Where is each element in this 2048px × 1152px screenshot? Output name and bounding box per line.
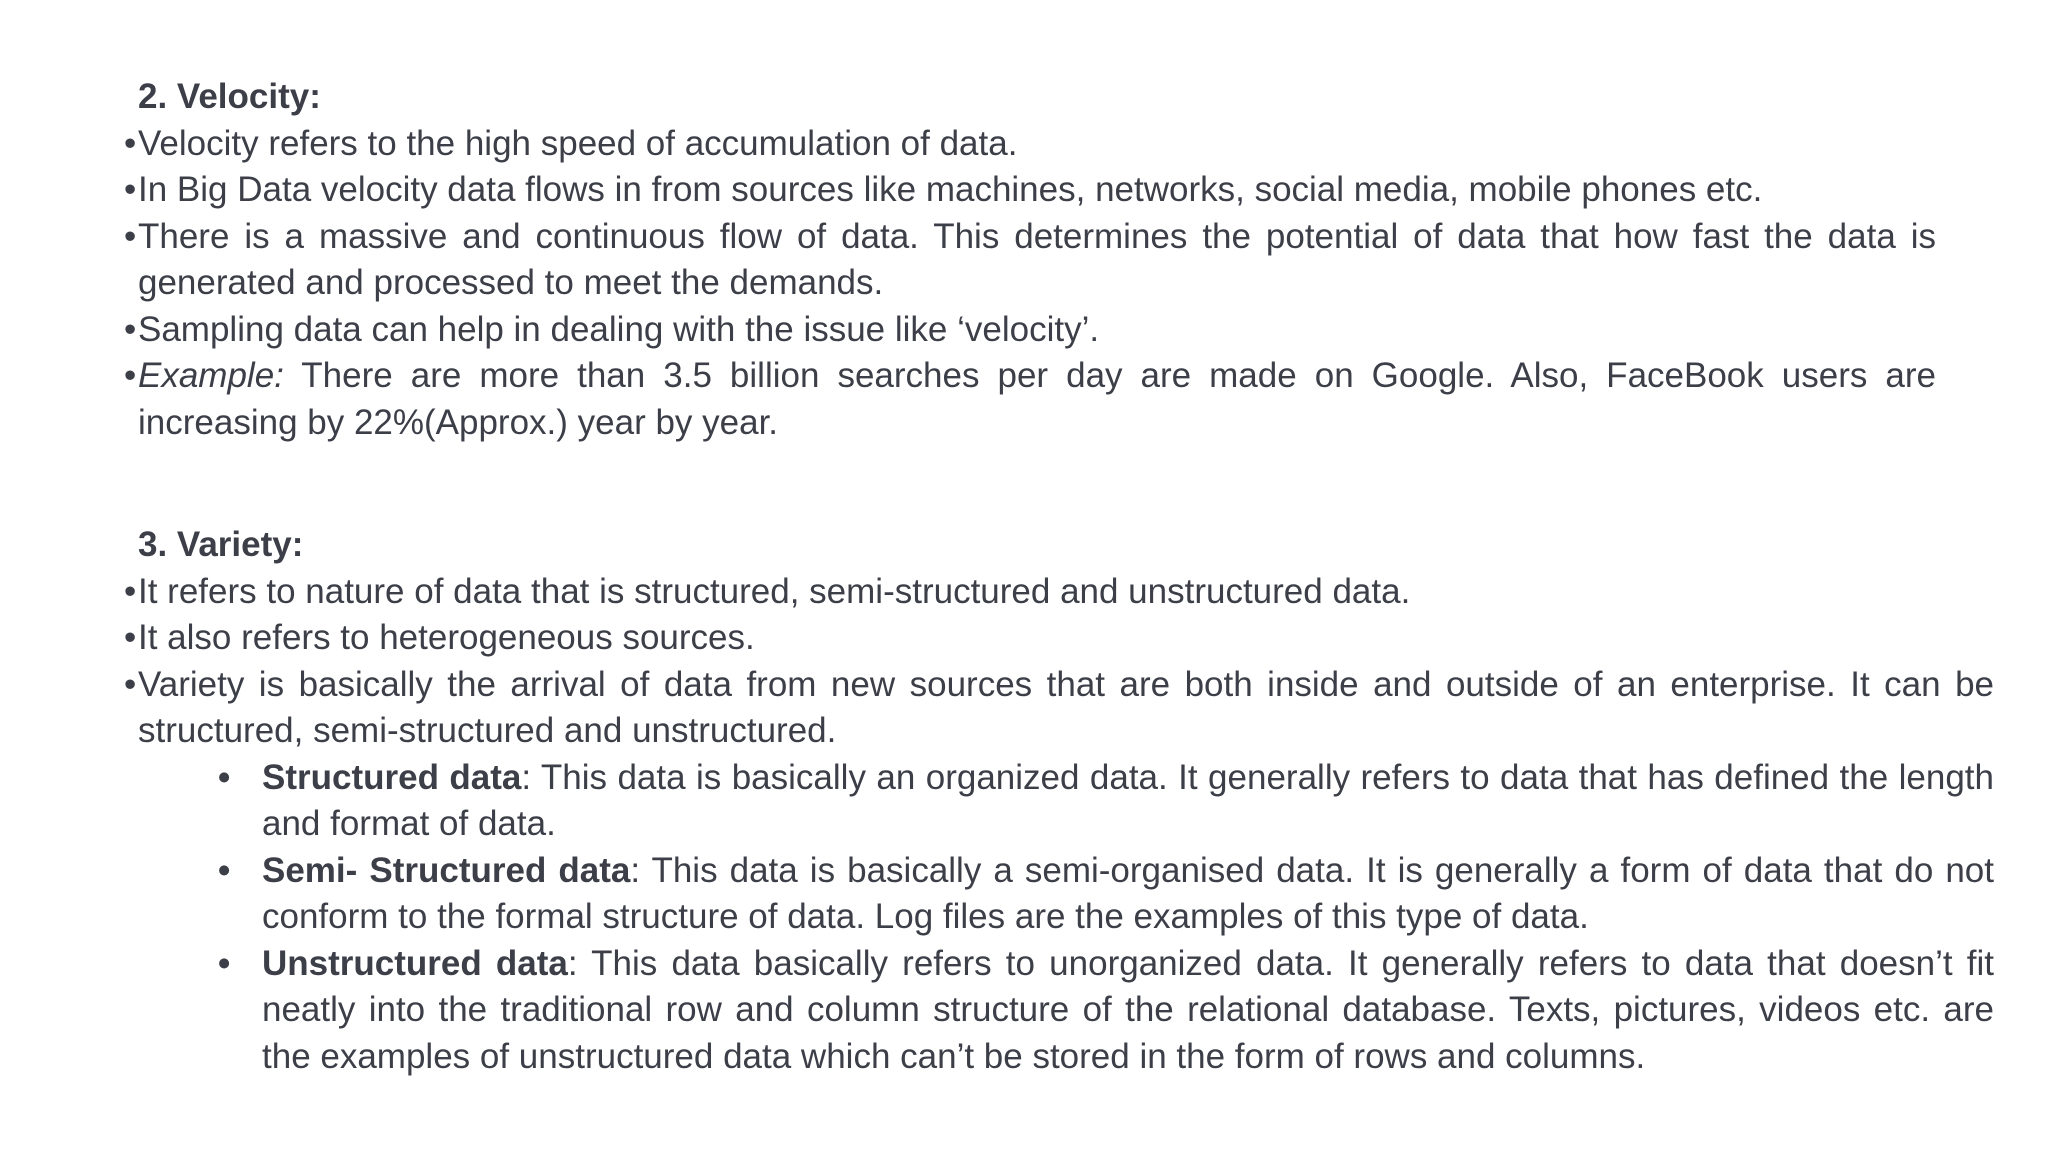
sub-bullet-icon: • bbox=[218, 850, 231, 890]
velocity-item-text: There are more than 3.5 billion searches per day are made on Google. Also, FaceBook users are increasing by 22%(Approx.) year by year. bbox=[138, 356, 1936, 442]
data-type-description: : This data basically refers to unorganized data. It generally refers to data that doesn’t fit neatly into the traditional row and column structure of the relational database. Texts, pictures, videos etc. are the examples of unstructured data which can’t be stored in the form of rows and columns. bbox=[262, 943, 1994, 1076]
variety-item-text: It also refers to heterogeneous sources. bbox=[138, 618, 755, 657]
bullet-icon: • bbox=[124, 216, 137, 256]
velocity-item-text: There is a massive and continuous flow of data. This determines the potential of data that how fast the data is generated and processed to meet the demands. bbox=[138, 216, 1936, 302]
variety-item bbox=[124, 569, 1994, 616]
data-type-term: Unstructured data bbox=[262, 943, 568, 983]
data-type-item bbox=[124, 941, 1994, 1081]
data-type-term: Structured data bbox=[262, 757, 522, 797]
variety-item bbox=[124, 615, 1994, 662]
data-type-description: : This data is basically an organized data. It generally refers to data that has defined the length and format of data. bbox=[262, 757, 1994, 843]
velocity-item bbox=[124, 121, 1936, 168]
bullet-icon: • bbox=[124, 618, 137, 657]
velocity-item bbox=[124, 214, 1936, 307]
variety-heading: 3. Variety: bbox=[138, 525, 304, 564]
sub-bullet-icon: • bbox=[218, 943, 231, 983]
bullet-icon: • bbox=[124, 309, 137, 349]
variety-item bbox=[124, 662, 1994, 755]
variety-section bbox=[124, 522, 1994, 1080]
velocity-item bbox=[124, 167, 1936, 214]
velocity-item bbox=[124, 307, 1936, 354]
variety-item-text: Variety is basically the arrival of data from new sources that are both inside and outside of an enterprise. It can be structured, semi-structured and unstructured. bbox=[138, 664, 1994, 750]
variety-item-text: It refers to nature of data that is structured, semi-structured and unstructured data. bbox=[138, 571, 1411, 611]
data-type-item bbox=[124, 848, 1994, 941]
velocity-item-text: In Big Data velocity data flows in from sources like machines, networks, social media, mobile phones etc. bbox=[138, 170, 1763, 209]
velocity-heading: 2. Velocity: bbox=[138, 77, 321, 116]
bullet-icon: • bbox=[124, 356, 137, 395]
sub-bullet-icon: • bbox=[218, 757, 231, 797]
velocity-section bbox=[124, 74, 1936, 446]
bullet-icon: • bbox=[124, 664, 137, 704]
bullet-icon: • bbox=[124, 571, 137, 611]
data-type-item bbox=[124, 755, 1994, 848]
bullet-icon: • bbox=[124, 123, 137, 163]
example-label: Example: bbox=[138, 356, 284, 395]
velocity-item-text: Sampling data can help in dealing with the issue like ‘velocity’. bbox=[138, 309, 1100, 349]
velocity-item-text: Velocity refers to the high speed of accumulation of data. bbox=[138, 123, 1018, 163]
data-type-description: : This data is basically a semi-organised data. It is generally a form of data that do not conform to the formal structure of data. Log files are the examples of this type of data. bbox=[262, 850, 1994, 936]
velocity-item bbox=[124, 353, 1936, 446]
data-type-term: Semi- Structured data bbox=[262, 850, 631, 890]
bullet-icon: • bbox=[124, 170, 137, 209]
